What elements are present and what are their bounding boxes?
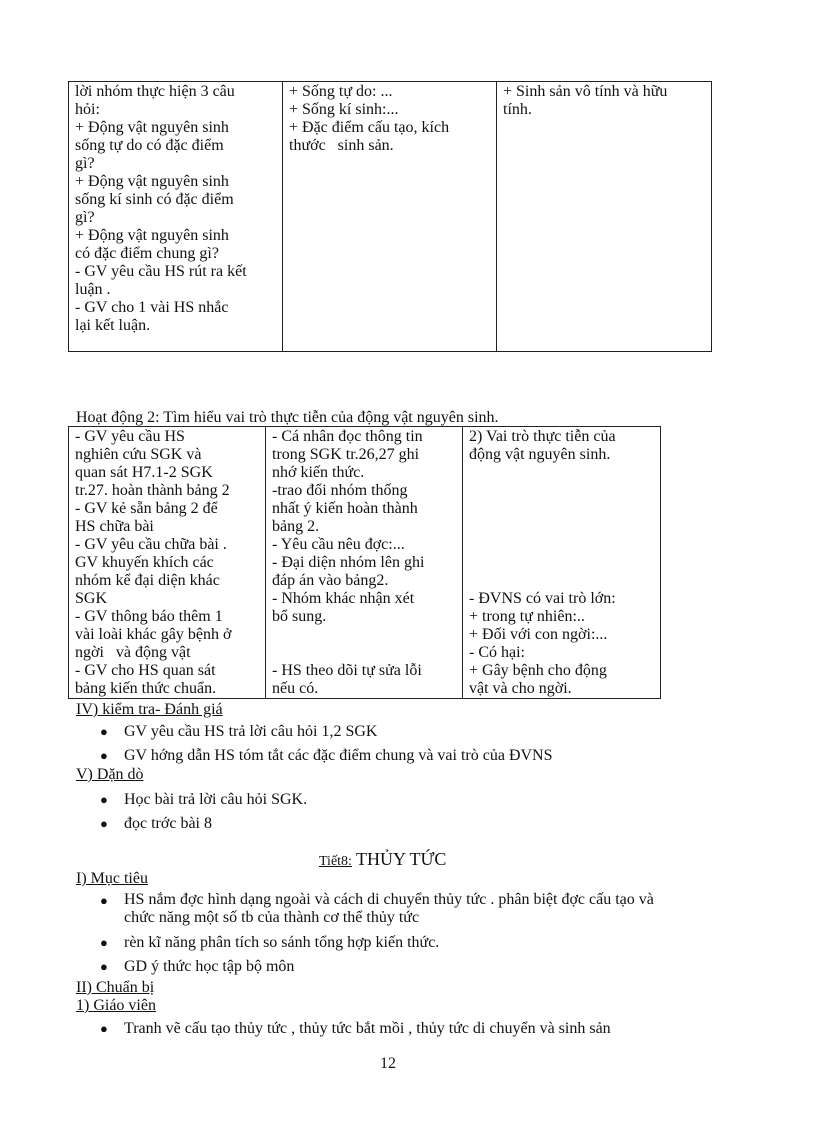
activity2-title: Hoạt động 2: Tìm hiểu vai trò thực tiễn của động vật nguyên sinh. [76,409,499,426]
cell-line: lại kết luận. [75,317,151,334]
cell-line: trong SGK tr.26,27 ghi [272,446,420,463]
cell-line: gì? [75,209,95,226]
cell-line [469,554,654,572]
cell-line: + Động vật nguyên sinh [75,227,229,244]
page-number: 12 [380,1055,396,1072]
cell-line: - Có hại: [469,644,525,661]
list-item: ● GD ý thức học tập bộ môn [100,958,295,975]
cell-line: lời nhóm thực hiện 3 câu [75,83,235,100]
cell-line: SGK [75,590,108,607]
list-item: ● HS nắm đợc hình dạng ngoài và cách di chuyển thủy tức . phân biệt đợc cấu tạo và chức năng một số tb của thành cơ thể thủy tức [100,891,654,926]
cell-line: - Nhóm khác nhận xét [272,590,415,607]
cell-line: + trong tự nhiên:.. [469,608,585,625]
table2-cell-teacher [69,427,266,699]
cell-line: HS chữa bài [75,518,154,535]
cell-line: - GV yêu cầu HS rút ra kết [75,263,247,280]
cell-line: có đặc điểm chung gì? [75,245,219,262]
bullet-icon: ● [100,935,108,950]
bullet-icon: ● [100,724,108,739]
goals-list [76,891,676,981]
cell-line: + Động vật nguyên sinh [75,173,229,190]
cell-line: + Sống kí sinh:... [289,101,399,118]
cell-line: tính. [503,101,532,118]
cell-line: + Đối với con ngời:... [469,626,608,643]
cell-line: vật và cho ngời. [469,680,572,697]
section-heading-assessment: IV) kiểm tra- Đánh giá [76,701,223,718]
cell-line [469,482,654,500]
bullet-icon: ● [100,748,108,763]
cell-line: 2) Vai trò thực tiễn của [469,428,616,445]
cell-line [272,626,456,644]
list-item: ● GV hớng dẫn HS tóm tắt các đặc điểm chung và vai trò của ĐVNS [100,747,553,764]
list-item: ● GV yêu cầu HS trả lời câu hỏi 1,2 SGK [100,723,378,740]
table1-cell-content [497,82,712,352]
cell-line: + Động vật nguyên sinh [75,119,229,136]
cell-line: luận . [75,281,111,298]
table1-cell-student [283,82,497,352]
cell-line [272,644,456,662]
cell-line [469,464,654,482]
bullet-icon: ● [100,959,108,974]
cell-line: vài loài khác gây bệnh ở [75,626,232,643]
table-row [69,82,712,352]
table2-cell-content [463,427,661,699]
cell-line: nếu có. [272,680,319,697]
cell-line: nhớ kiến thức. [272,464,365,481]
lesson-name: THỦY TỨC [355,849,447,869]
bullet-icon: ● [100,792,108,807]
cell-line: - GV yêu cầu chữa bài . [75,536,227,553]
cell-line: - Đại diện nhóm lên ghi [272,554,425,571]
cell-line: bảng 2. [272,518,320,535]
cell-line: hỏi: [75,101,100,118]
cell-line: - Yêu cầu nêu đợc:... [272,536,405,553]
table-row [69,427,661,699]
bullet-icon: ● [100,1021,108,1036]
cell-line: sống tự do có đặc điểm [75,137,224,154]
cell-line: nhất ý kiến hoàn thành [272,500,418,517]
cell-line: nghiên cứu SGK và [75,446,202,463]
cell-line: động vật nguyên sinh. [469,446,611,463]
bullet-icon: ● [100,893,108,908]
cell-line: -trao đổi nhóm thống [272,482,408,499]
lesson-prefix: Tiết8: [319,854,352,869]
cell-line: ngời và động vật [75,644,191,661]
cell-line: - GV kẻ sẵn bảng 2 để [75,500,218,517]
cell-line: - GV cho HS quan sát [75,662,216,679]
cell-line: + Sống tự do: ... [289,83,393,100]
cell-line: sống kí sinh có đặc điểm [75,191,234,208]
table1-cell-teacher [69,82,283,352]
cell-line: tr.27. hoàn thành bảng 2 [75,482,230,499]
section-heading-homework: V) Dặn dò [76,766,144,783]
lesson-title [319,849,446,870]
cell-line: bảng kiến thức chuẩn. [75,680,217,697]
cell-line: - GV cho 1 vài HS nhắc [75,299,229,316]
cell-line [469,572,654,590]
cell-line: gì? [75,155,95,172]
cell-line: - ĐVNS có vai trò lớn: [469,590,616,607]
cell-line [469,536,654,554]
table-activity2 [68,426,661,699]
cell-line: - Cá nhân đọc thông tin [272,428,423,445]
table-activity1 [68,81,712,352]
assessment-list [76,722,716,770]
cell-line [469,500,654,518]
cell-line: thước sinh sản. [289,137,394,154]
cell-line: GV khuyến khích các [75,554,214,571]
cell-line: - GV thông báo thêm 1 [75,608,223,625]
prep-list [76,1019,756,1043]
cell-line: - GV yêu cầu HS [75,428,185,445]
list-item: ● đọc trớc bài 8 [100,815,212,832]
cell-line: quan sát H7.1-2 SGK [75,464,213,481]
cell-line: nhóm kể đại diện khác [75,572,220,589]
cell-line: + Sinh sản vô tính và hữu [503,83,668,100]
cell-line: bổ sung. [272,608,327,625]
bullet-icon: ● [100,816,108,831]
cell-line: - HS theo dõi tự sửa lỗi [272,662,422,679]
cell-line: + Gây bệnh cho động [469,662,607,679]
homework-list [76,790,716,838]
list-item: ● rèn kĩ năng phân tích so sánh tổng hợp kiến thức. [100,934,440,951]
cell-line [469,518,654,536]
section-heading-preparation: II) Chuẩn bị [76,979,155,996]
list-item: ● Học bài trả lời câu hỏi SGK. [100,791,308,808]
table2-cell-student [266,427,463,699]
subheading-teacher: 1) Giáo viên [76,997,156,1014]
list-item: ● Tranh vẽ cấu tạo thủy tức , thủy tức bắt mồi , thủy tức di chuyển và sinh sản [100,1020,611,1037]
cell-line: đáp án vào bảng2. [272,572,389,589]
section-heading-goals: I) Mục tiêu [76,870,148,887]
cell-line: + Đặc điểm cấu tạo, kích [289,119,450,136]
